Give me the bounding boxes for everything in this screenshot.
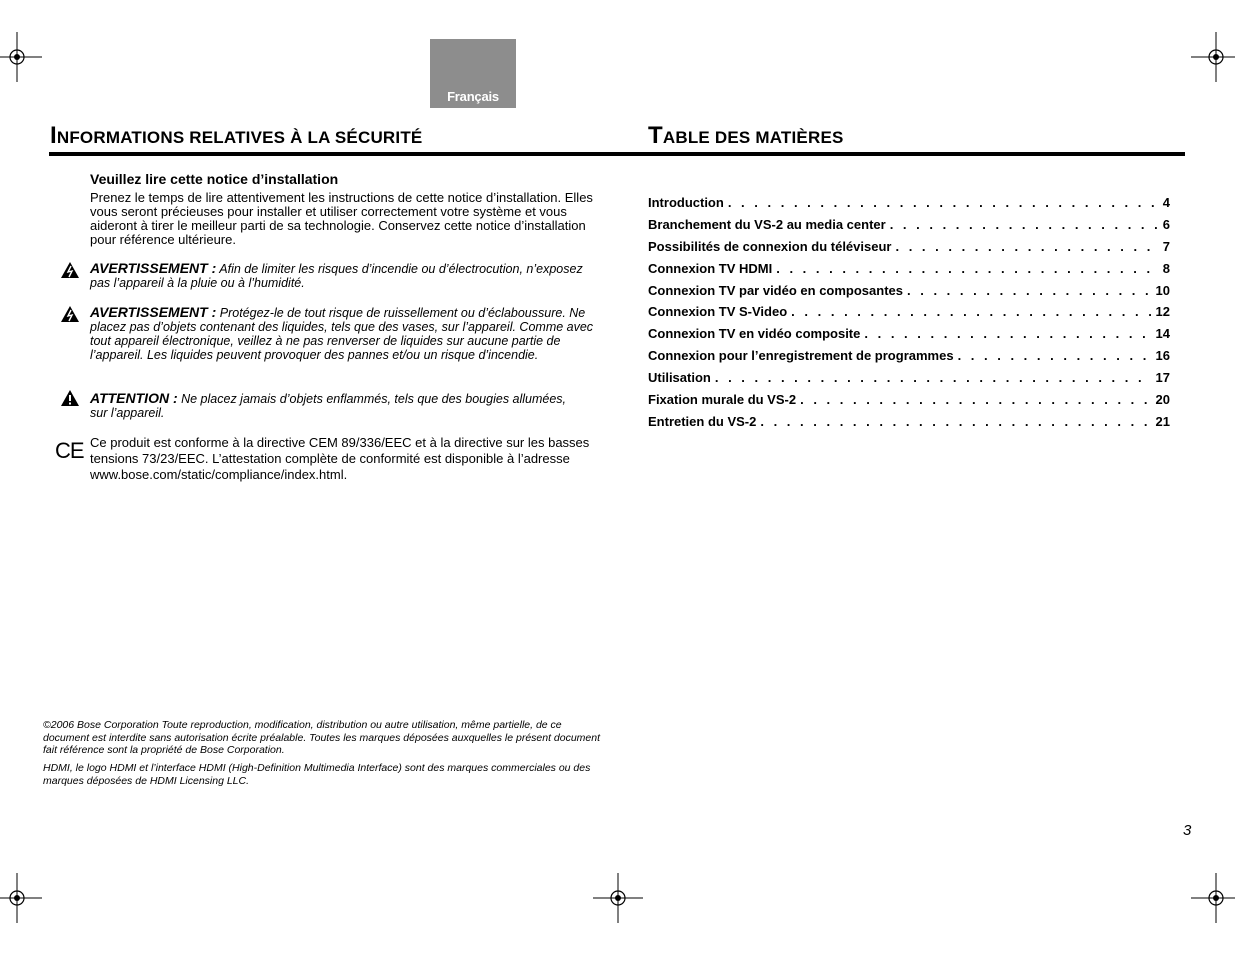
warning-2 [90,305,600,362]
warning-1-text: Afin de limiter les risques d’incendie ou d’électrocution, n’exposez pas l’appareil à la pluie ou à l’humidité. [90,262,583,290]
notice-title: Veuillez lire cette notice d’installation [90,171,339,187]
registration-mark-icon [0,873,42,923]
toc-entry-enregistrement[interactable]: Connexion pour l’enregistrement de programmes . . . 16 [648,348,1170,370]
toc-entry-hdmi[interactable]: Connexion TV HDMI . . . 8 [648,261,1170,283]
toc-entry-introduction[interactable]: Introduction . . . 4 [648,195,1170,217]
toc-entry-utilisation[interactable]: Utilisation . . . 17 [648,370,1170,392]
page-number: 3 [1183,822,1192,839]
table-of-contents [648,195,1170,436]
lightning-warning-icon [60,261,80,279]
lightning-warning-icon [60,305,80,323]
language-tab-label: Français [447,89,499,104]
attention-text: Ne placez jamais d’objets enflammés, tels que des bougies allumées, sur l’appareil. [90,392,567,420]
ce-mark: CE [55,438,84,463]
toc-entry-composantes[interactable]: Connexion TV par vidéo en composantes . . . 10 [648,283,1170,305]
toc-heading: TABLE DES MATIÈRES [648,122,844,149]
warning-2-label: AVERTISSEMENT : [90,304,217,320]
warning-1-label: AVERTISSEMENT : [90,260,217,276]
toc-entry-s-video[interactable]: Connexion TV S-Video . . . 12 [648,304,1170,326]
registration-mark-icon [1191,873,1235,923]
toc-entry-composite[interactable]: Connexion TV en vidéo composite . . . 14 [648,326,1170,348]
toc-entry-entretien[interactable]: Entretien du VS-2 . . . 21 [648,414,1170,436]
warning-2-text: Protégez-le de tout risque de ruissellement ou d’éclaboussure. Ne placez pas d’objets contenant des liquides, tels que des vases, sur l’appareil. Comme avec tout appareil électronique, veillez à ne pas renverser de liquides sur aucune partie de l’appareil. Les liquides peuvent provoquer des pannes et/ou un risque d’incendie. [90,306,594,362]
safety-heading: INFORMATIONS RELATIVES À LA SÉCURITÉ [50,122,423,149]
toc-entry-fixation[interactable]: Fixation murale du VS-2 . . . 20 [648,392,1170,414]
exclamation-warning-icon [60,389,80,407]
registration-mark-icon [593,873,643,923]
notice-text: Prenez le temps de lire attentivement les instructions de cette notice d’installation. Elles vous seront précieuses pour installer et utiliser correctement votre système et vous aideront à tirer le meilleur parti de sa technologie. Conservez cette notice d’installation pour référence ultérieure. [90,190,593,247]
hdmi-trademark-notice: HDMI, le logo HDMI et l’interface HDMI (High-Definition Multimedia Interface) sont des marques commerciales ou des marques déposées de HDMI Licensing LLC. [43,762,591,787]
compliance-text: Ce produit est conforme à la directive CEM 89/336/EEC et à la directive sur les basses tensions 73/23/EEC. L’attestation complète de conformité est disponible à l’adresse www.bose.com/static/compliance/index.html. [90,435,590,482]
warning-1 [90,261,595,290]
toc-entry-branchement[interactable]: Branchement du VS-2 au media center . . . 6 [648,217,1170,239]
toc-entry-possibilites[interactable]: Possibilités de connexion du téléviseur . . . 7 [648,239,1170,261]
language-tab [430,39,516,108]
registration-mark-icon [1191,32,1235,82]
attention-label: ATTENTION : [90,390,178,406]
heading-rule [49,152,1185,156]
copyright-notice: ©2006 Bose Corporation Toute reproduction, modification, distribution ou autre utilisation, même partielle, de ce document est interdite sans autorisation écrite préalable. Toutes les marques déposées auxquelles le présent document fait référence sont la propriété de Bose Corporation. [43,719,601,756]
attention-warning [90,391,570,420]
registration-mark-icon [0,32,42,82]
